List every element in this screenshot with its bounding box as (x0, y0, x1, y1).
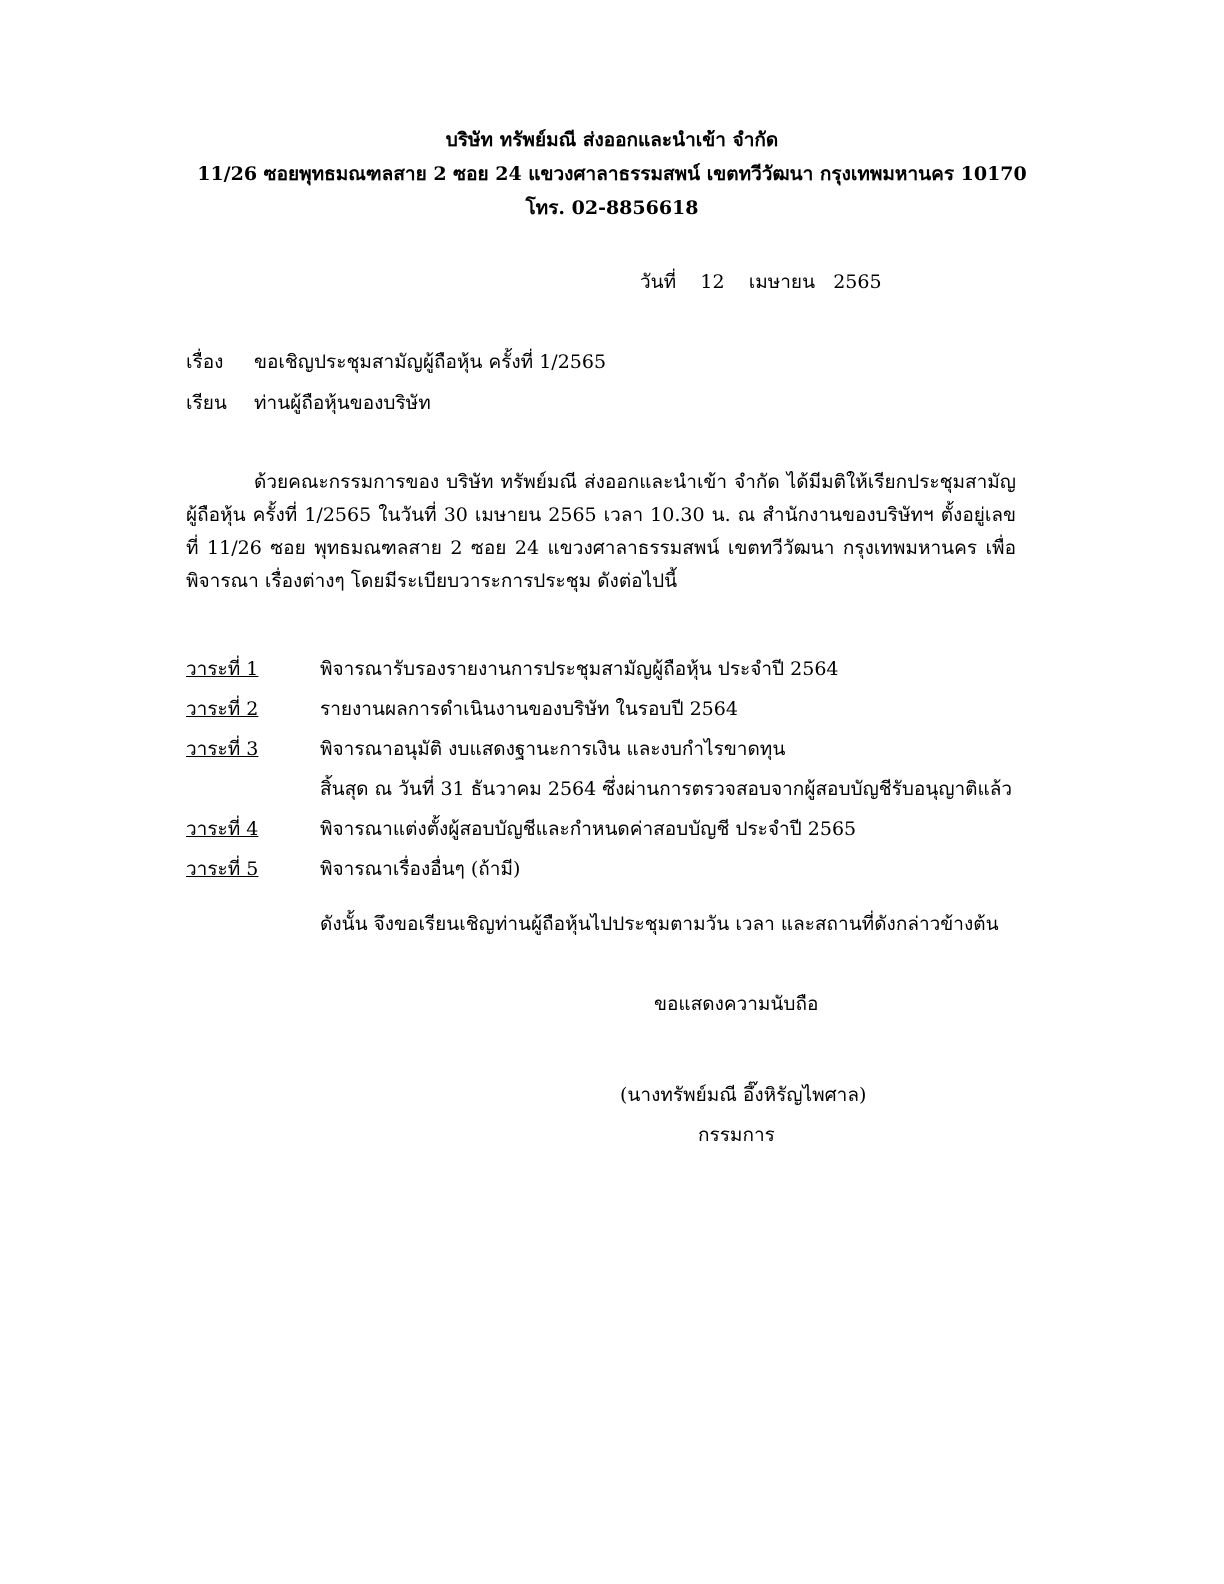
agenda-2-text: รายงานผลการดำเนินงานของบริษัท ในรอบปี 2564 (320, 698, 738, 720)
signatory-title: กรรมการ (698, 1124, 775, 1146)
company-name: บริษัท ทรัพย์มณี ส่งออกและนำเข้า จำกัด (445, 129, 779, 151)
subject-text: ขอเชิญประชุมสามัญผู้ถือหุ้น ครั้งที่ 1/2565 (254, 351, 607, 373)
agenda-3-continuation: สิ้นสุด ณ วันที่ 31 ธันวาคม 2564 ซึ่งผ่านการตรวจสอบจากผู้สอบบัญชีรับอนุญาติแล้ว (320, 778, 1013, 800)
recipient-text: ท่านผู้ถือหุ้นของบริษัท (254, 392, 431, 414)
agenda-3-label: วาระที่ 3 (186, 738, 259, 760)
recipient-label: เรียน (186, 392, 227, 414)
closing-paragraph: ดังนั้น จึงขอเรียนเชิญท่านผู้ถือหุ้นไปประชุมตามวัน เวลา และสถานที่ดังกล่าวข้างต้น (320, 913, 999, 935)
body-paragraph: ด้วยคณะกรรมการของ บริษัท ทรัพย์มณี ส่งออกและนำเข้า จำกัด ได้มีมติให้เรียกประชุมสามัญผู้ถือหุ้น ครั้งที่ 1/2565 ในวันที่ 30 เมษายน 2565 เวลา 10.30 น. ณ สำนักงานของบริษัทฯ ตั้งอยู่เลขที่ 11/26 ซอย พุทธมณฑลสาย 2 ซอย 24 แขวงศาลาธรรมสพน์ เขตทวีวัฒนา กรุงเทพมหานคร เพื่อพิจารณา เรื่องต่างๆ โดยมีระเบียบวาระการประชุม ดังต่อไปนี้ (186, 471, 1016, 592)
date-year: 2565 (833, 271, 882, 293)
subject-label: เรื่อง (186, 351, 224, 373)
agenda-1-text: พิจารณารับรองรายงานการประชุมสามัญผู้ถือหุ้น ประจำปี 2564 (320, 658, 839, 680)
complimentary-close: ขอแสดงความนับถือ (654, 993, 819, 1015)
date-label: วันที่ (640, 271, 677, 293)
company-phone: โทร. 02-8856618 (525, 197, 699, 219)
agenda-5-text: พิจารณาเรื่องอื่นๆ (ถ้ามี) (320, 858, 521, 880)
agenda-4-text: พิจารณาแต่งตั้งผู้สอบบัญชีและกำหนดค่าสอบบัญชี ประจำปี 2565 (320, 818, 857, 840)
letter-date (640, 270, 882, 294)
agenda-5-label: วาระที่ 5 (186, 858, 259, 880)
agenda-1-label: วาระที่ 1 (186, 658, 259, 680)
company-address: 11/26 ซอยพุทธมณฑลสาย 2 ซอย 24 แขวงศาลาธรรมสพน์ เขตทวีวัฒนา กรุงเทพมหานคร 10170 (197, 163, 1027, 185)
date-month: เมษายน (748, 271, 816, 293)
date-day: 12 (700, 271, 725, 293)
agenda-3-text: พิจารณาอนุมัติ งบแสดงฐานะการเงิน และงบกำไรขาดทุน (320, 738, 786, 760)
agenda-4-label: วาระที่ 4 (186, 818, 259, 840)
agenda-2-label: วาระที่ 2 (186, 698, 259, 720)
signatory-name: (นางทรัพย์มณี อึ๊งหิรัญไพศาล) (620, 1084, 867, 1106)
